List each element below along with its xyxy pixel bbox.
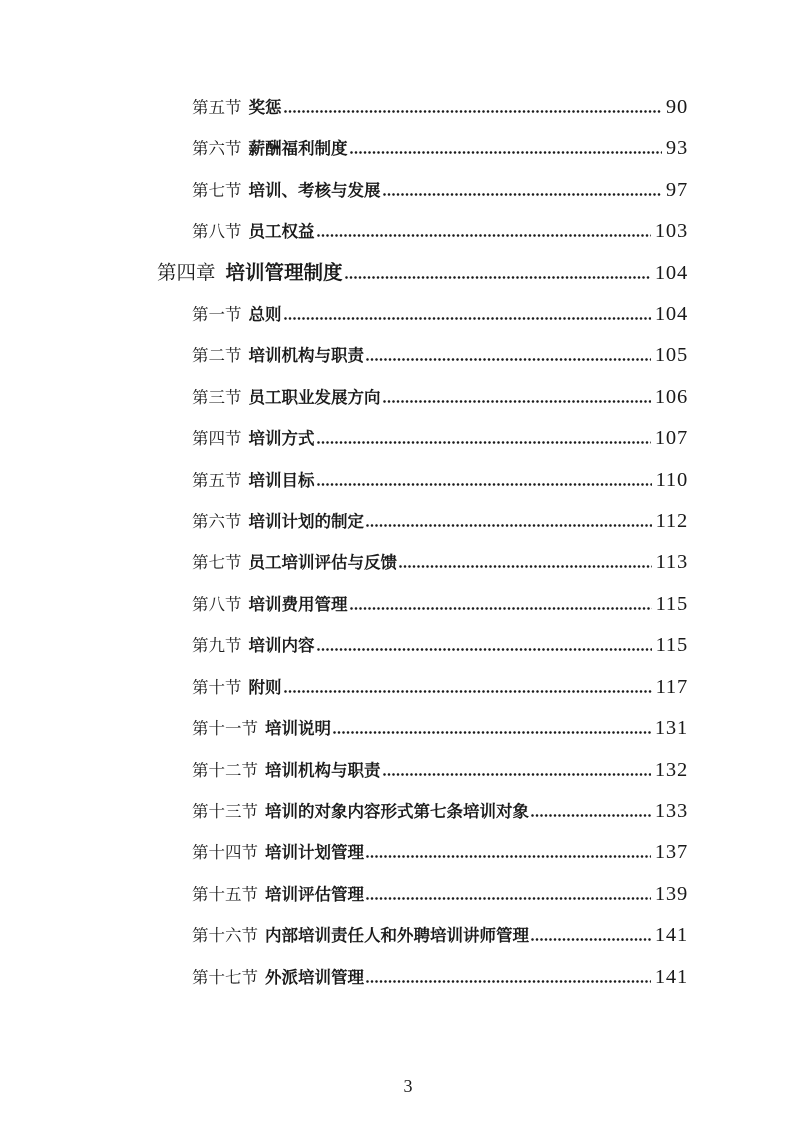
- toc-dot-leader: [383, 400, 651, 403]
- toc-entry-page: 137: [654, 841, 688, 864]
- toc-entry-title: 培训目标: [248, 470, 315, 490]
- toc-entry-number: 第十二节: [192, 760, 258, 780]
- page-footer: [0, 1074, 793, 1098]
- toc-dot-leader: [333, 731, 651, 734]
- toc-entry-number: 第五节: [192, 470, 242, 490]
- toc-entry-title: 培训评估管理: [265, 884, 364, 904]
- toc-entry-chapter[interactable]: [0, 253, 688, 294]
- toc-entry-page: 93: [665, 137, 688, 160]
- toc-entry[interactable]: [0, 750, 688, 791]
- toc-entry-title: 总则: [248, 305, 282, 325]
- toc-entry[interactable]: [0, 460, 688, 501]
- toc-entry-page: 141: [654, 965, 688, 988]
- toc-entry[interactable]: [0, 708, 688, 749]
- toc-entry-page: 141: [654, 924, 688, 947]
- toc-entry-number: 第四章: [157, 262, 216, 284]
- toc-entry-title: 培训的对象内容形式第七条培训对象: [265, 801, 529, 821]
- toc-entry-number: 第十七节: [192, 967, 258, 987]
- toc-entry-page: 105: [654, 344, 688, 367]
- toc-entry-number: 第四节: [192, 429, 242, 449]
- toc-entry-page: 132: [654, 758, 688, 781]
- toc-entry-page: 131: [654, 717, 688, 740]
- toc-entry-number: 第六节: [192, 139, 242, 159]
- toc-entry-page: 103: [654, 220, 688, 243]
- toc-entry[interactable]: [0, 211, 688, 252]
- toc-entry[interactable]: [0, 294, 688, 335]
- toc-dot-leader: [317, 441, 651, 444]
- toc-entry-title: 员工权益: [248, 222, 315, 242]
- toc-dot-leader: [317, 234, 651, 237]
- toc-entry-number: 第一节: [192, 305, 242, 325]
- toc-entry-page: 104: [654, 261, 688, 284]
- toc-entry-page: 115: [655, 634, 688, 657]
- toc-dot-leader: [531, 938, 651, 941]
- toc-dot-leader: [399, 565, 652, 568]
- toc-entry-number: 第八节: [192, 222, 242, 242]
- toc-dot-leader: [345, 276, 651, 279]
- toc-entry-title: 薪酬福利制度: [248, 139, 348, 159]
- toc-entry-page: 113: [655, 551, 688, 574]
- toc-entry[interactable]: [0, 957, 688, 998]
- toc-entry-number: 第八节: [192, 594, 242, 614]
- toc-entry-number: 第十三节: [192, 801, 258, 821]
- toc-entry-title: 培训内容: [248, 636, 315, 656]
- toc-entry-page: 110: [655, 468, 688, 491]
- toc-dot-leader: [284, 690, 652, 693]
- toc-entry-title: 培训机构与职责: [248, 346, 364, 366]
- toc-entry-page: 139: [654, 882, 688, 905]
- toc-entry-number: 第十五节: [192, 884, 258, 904]
- toc-entry-title: 员工培训评估与反馈: [248, 553, 397, 573]
- toc-entry-number: 第十节: [192, 677, 242, 697]
- toc-dot-leader: [383, 193, 662, 196]
- toc-entry-number: 第六节: [192, 512, 242, 532]
- toc-dot-leader: [531, 814, 651, 817]
- toc-dot-leader: [383, 773, 651, 776]
- footer-page-number: 3: [403, 1076, 413, 1096]
- toc-entry[interactable]: [0, 170, 688, 211]
- toc-entry[interactable]: [0, 874, 688, 915]
- toc-entry-page: 107: [654, 427, 688, 450]
- toc-entry-title: 培训方式: [248, 429, 315, 449]
- toc-entry-title: 外派培训管理: [265, 967, 364, 987]
- toc-entry[interactable]: [0, 335, 688, 376]
- toc-entry-number: 第五节: [192, 98, 242, 117]
- toc-entry-number: 第七节: [192, 553, 242, 573]
- table-of-contents: [0, 87, 688, 998]
- toc-entry-page: 133: [654, 799, 688, 822]
- toc-entry-page: 104: [654, 303, 688, 326]
- toc-entry-title: 内部培训责任人和外聘培训讲师管理: [265, 926, 529, 946]
- toc-entry-page: 97: [665, 178, 688, 201]
- toc-dot-leader: [366, 358, 651, 361]
- toc-dot-leader: [366, 980, 651, 983]
- toc-dot-leader: [317, 483, 652, 486]
- toc-entry[interactable]: [0, 625, 688, 666]
- toc-dot-leader: [284, 110, 662, 113]
- toc-entry-number: 第十四节: [192, 843, 258, 863]
- toc-entry-title: 培训计划管理: [265, 843, 364, 863]
- toc-entry[interactable]: [0, 542, 688, 583]
- toc-entry-title: 培训管理制度: [225, 262, 343, 284]
- toc-entry[interactable]: [0, 87, 688, 128]
- toc-entry-page: 115: [655, 592, 688, 615]
- toc-entry-number: 第十六节: [192, 926, 258, 946]
- toc-entry-title: 培训费用管理: [248, 594, 348, 614]
- toc-dot-leader: [366, 897, 651, 900]
- toc-entry[interactable]: [0, 418, 688, 459]
- toc-entry-title: 培训机构与职责: [265, 760, 381, 780]
- toc-dot-leader: [366, 855, 651, 858]
- toc-entry-title: 奖惩: [248, 98, 282, 117]
- toc-dot-leader: [366, 524, 652, 527]
- toc-entry-page: 90: [665, 96, 688, 118]
- toc-entry-page: 112: [655, 510, 688, 533]
- toc-dot-leader: [317, 648, 652, 651]
- toc-entry-title: 培训计划的制定: [248, 512, 364, 532]
- toc-entry-number: 第七节: [192, 180, 242, 200]
- toc-dot-leader: [350, 607, 652, 610]
- toc-entry-number: 第二节: [192, 346, 242, 366]
- toc-dot-leader: [350, 151, 662, 154]
- toc-entry[interactable]: [0, 791, 688, 832]
- toc-entry[interactable]: [0, 915, 688, 956]
- toc-entry[interactable]: [0, 584, 688, 625]
- toc-entry-number: 第三节: [192, 387, 242, 407]
- toc-entry-title: 培训、考核与发展: [248, 180, 381, 200]
- toc-entry-title: 附则: [248, 677, 282, 697]
- toc-entry[interactable]: [0, 128, 688, 169]
- toc-dot-leader: [284, 317, 651, 320]
- toc-entry[interactable]: [0, 667, 688, 708]
- toc-entry[interactable]: [0, 832, 688, 873]
- toc-entry-page: 117: [655, 675, 688, 698]
- toc-entry-title: 培训说明: [265, 719, 331, 739]
- toc-entry[interactable]: [0, 377, 688, 418]
- toc-entry[interactable]: [0, 501, 688, 542]
- toc-entry-number: 第九节: [192, 636, 242, 656]
- toc-entry-page: 106: [654, 385, 688, 408]
- toc-entry-title: 员工职业发展方向: [248, 387, 381, 407]
- toc-entry-number: 第十一节: [192, 719, 258, 739]
